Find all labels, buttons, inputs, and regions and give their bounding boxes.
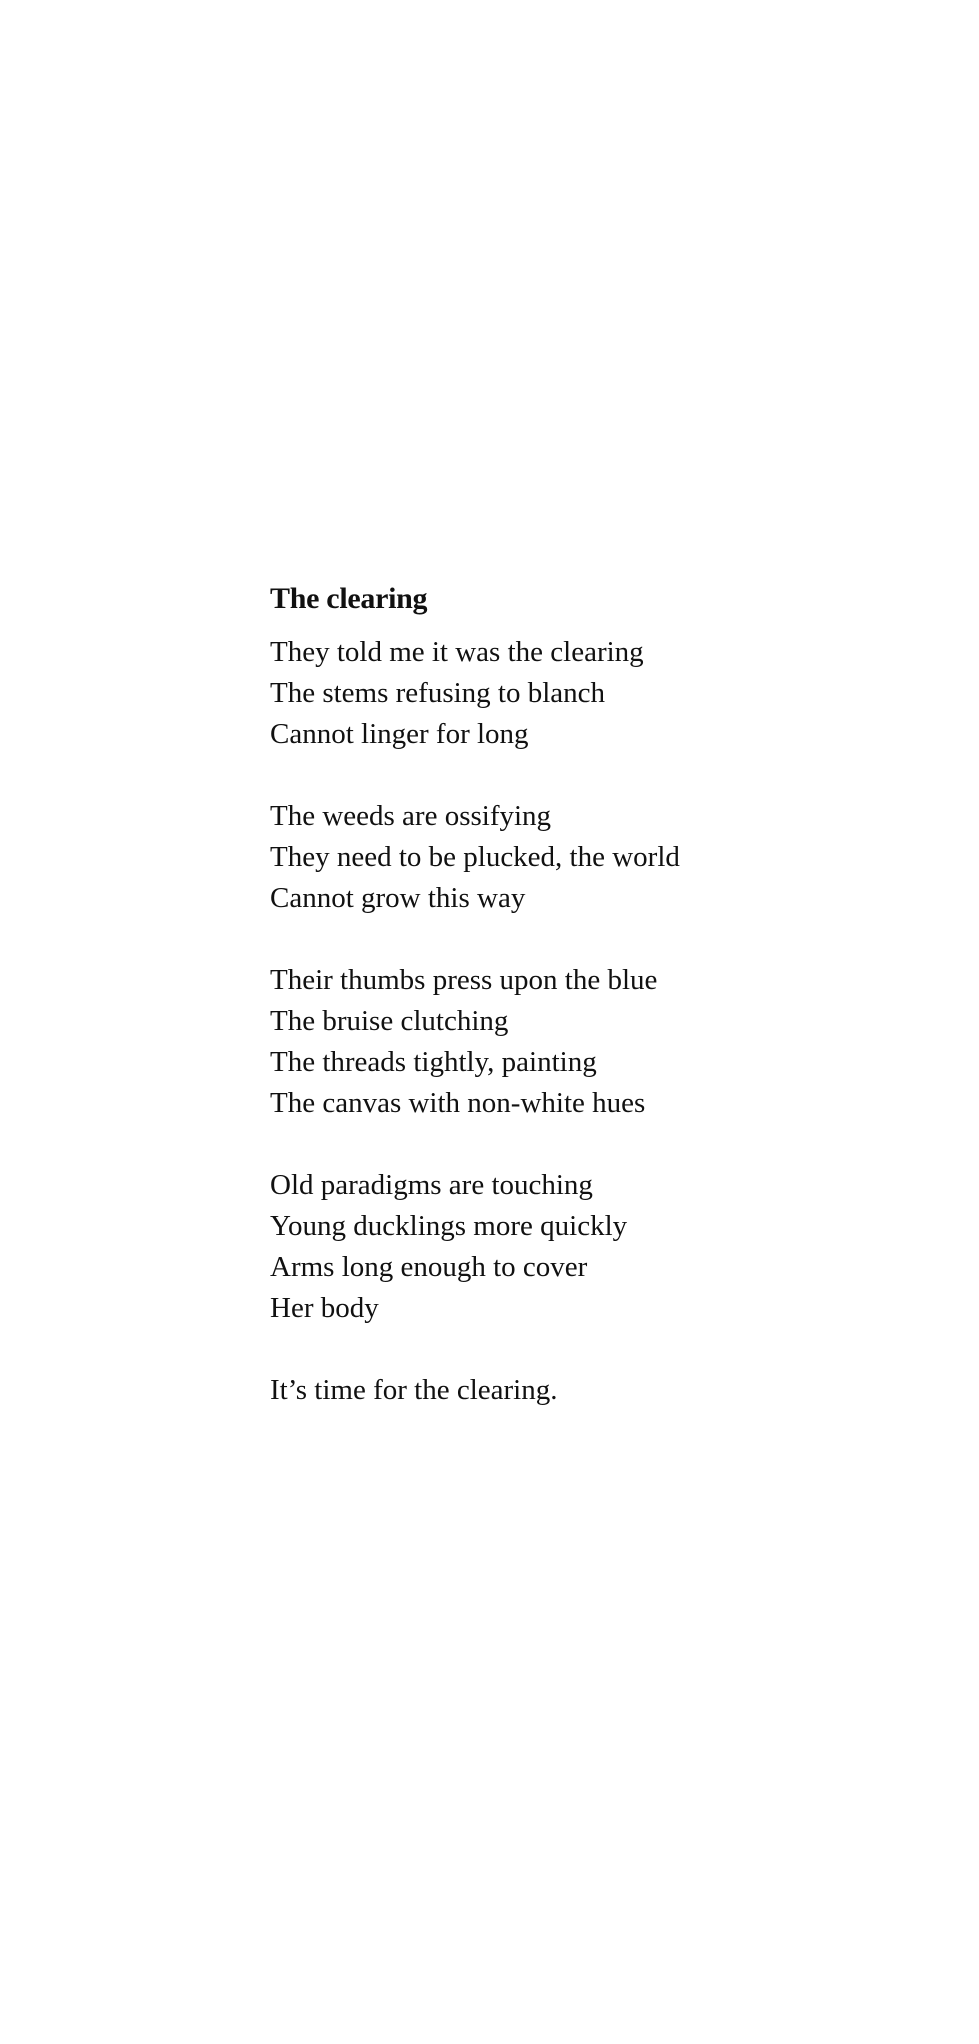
stanza-4 bbox=[270, 1165, 910, 1329]
poem bbox=[270, 578, 910, 1411]
poem-line: They need to be plucked, the world bbox=[270, 841, 680, 873]
poem-line: The threads tightly, painting bbox=[270, 1046, 597, 1078]
poem-line: The weeds are ossifying bbox=[270, 800, 552, 832]
poem-line: Her body bbox=[270, 1292, 379, 1324]
poem-line: Arms long enough to cover bbox=[270, 1251, 588, 1283]
stanza-2 bbox=[270, 796, 910, 919]
poem-line: The stems refusing to blanch bbox=[270, 677, 606, 709]
poem-line: Their thumbs press upon the blue bbox=[270, 964, 658, 996]
poem-line: They told me it was the clearing bbox=[270, 636, 644, 668]
poem-line: The bruise clutching bbox=[270, 1005, 509, 1037]
poem-line: Young ducklings more quickly bbox=[270, 1210, 628, 1242]
stanza-3 bbox=[270, 960, 910, 1124]
poem-line: It’s time for the clearing. bbox=[270, 1374, 558, 1406]
poem-line: Old paradigms are touching bbox=[270, 1169, 593, 1201]
poem-line: The canvas with non-white hues bbox=[270, 1087, 646, 1119]
stanza-5 bbox=[270, 1370, 910, 1411]
poem-line: Cannot grow this way bbox=[270, 882, 526, 914]
poem-line: Cannot linger for long bbox=[270, 718, 529, 750]
stanza-1 bbox=[270, 632, 910, 755]
poem-title: The clearing bbox=[270, 582, 428, 615]
